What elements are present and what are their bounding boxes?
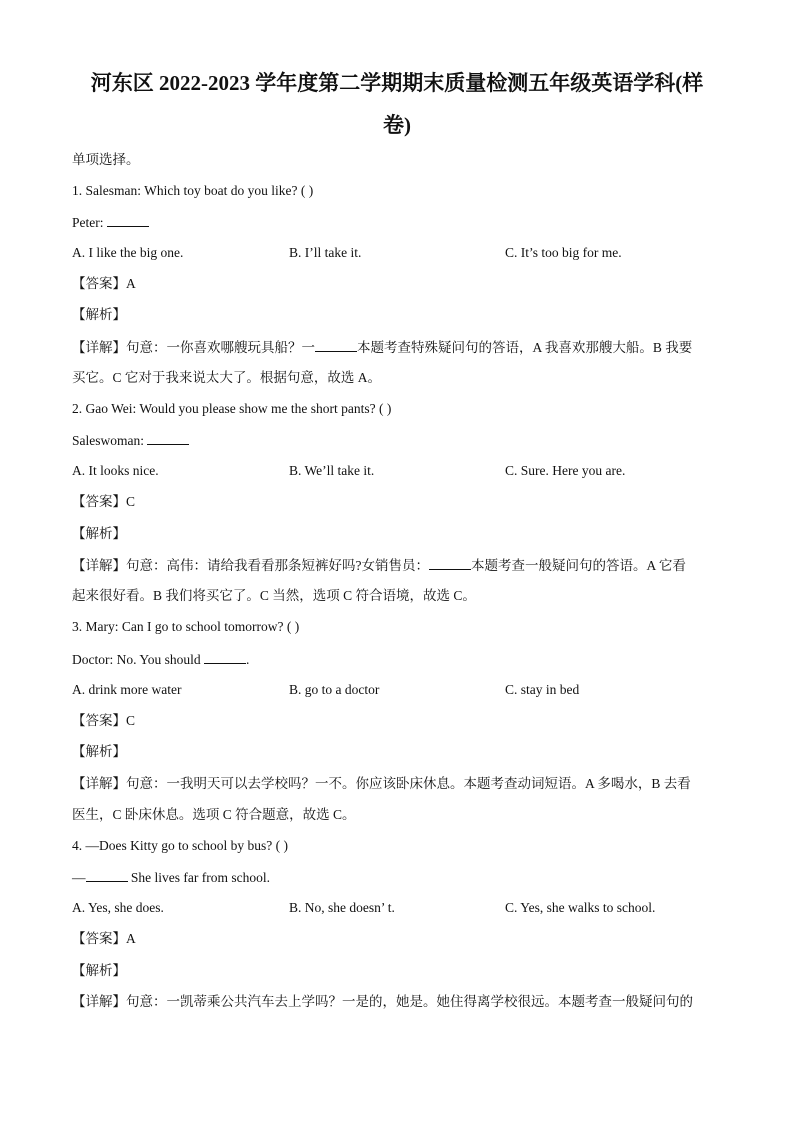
question-4-answer: 【答案】A bbox=[72, 931, 136, 946]
question-2-detail-line1 bbox=[72, 555, 724, 576]
detail-text: 【详解】句意：一你喜欢哪艘玩具船？一 bbox=[72, 340, 315, 355]
prompt-label: Peter: bbox=[72, 215, 104, 230]
question-2-prompt bbox=[72, 430, 724, 451]
question-4-option-a: A. Yes, she does. bbox=[72, 900, 164, 915]
question-1-option-c: C. It’s too big for me. bbox=[505, 245, 622, 260]
answer-blank bbox=[107, 212, 149, 227]
question-3-prompt: Doctor: No. You should . bbox=[72, 649, 724, 670]
prompt-label: Saleswoman: bbox=[72, 433, 144, 448]
question-3-detail-line1: 【详解】句意：一我明天可以去学校吗？一不。你应该卧床休息。本题考查动词短语。A 多喝水，B 去看 bbox=[72, 776, 691, 791]
question-3-option-b: B. go to a doctor bbox=[289, 682, 380, 697]
prompt-label: Doctor: No. You should bbox=[72, 652, 201, 667]
detail-text: 【详解】句意：高伟：请给我看看那条短裤好吗?女销售员： bbox=[72, 558, 429, 573]
detail-text: 本题考查一般疑问句的答语。A 它看 bbox=[471, 558, 686, 573]
question-1-analysis: 【解析】 bbox=[72, 307, 126, 322]
question-1-stem: 1. Salesman: Which toy boat do you like? ( ) bbox=[72, 183, 314, 198]
question-3-answer: 【答案】C bbox=[72, 713, 136, 728]
question-2-detail-line2: 起来很好看。B 我们将买它了。C 当然，选项 C 符合语境，故选 C。 bbox=[72, 588, 476, 603]
question-4-analysis: 【解析】 bbox=[72, 963, 126, 978]
question-3-stem: 3. Mary: Can I go to school tomorrow? ( ) bbox=[72, 619, 300, 634]
question-2-answer: 【答案】C bbox=[72, 494, 136, 509]
question-4-detail-line1: 【详解】句意：一凯蒂乘公共汽车去上学吗？一是的，她是。她住得离学校很远。本题考查一般疑问句的 bbox=[72, 994, 693, 1009]
answer-blank bbox=[86, 867, 128, 882]
prompt-label: — bbox=[72, 870, 86, 885]
question-4-stem: 4. —Does Kitty go to school by bus? ( ) bbox=[72, 838, 288, 853]
question-3-analysis: 【解析】 bbox=[72, 744, 126, 759]
question-2-option-a: A. It looks nice. bbox=[72, 463, 159, 478]
question-1-detail-line2: 买它。C 它对于我来说太大了。根据句意，故选 A。 bbox=[72, 370, 382, 385]
question-2-analysis: 【解析】 bbox=[72, 526, 126, 541]
question-4-prompt bbox=[72, 867, 724, 888]
answer-blank bbox=[204, 649, 246, 664]
question-4-option-b: B. No, she doesn’ t. bbox=[289, 900, 395, 915]
question-2-stem: 2. Gao Wei: Would you please show me the short pants? ( ) bbox=[72, 401, 392, 416]
answer-blank bbox=[429, 555, 471, 570]
question-2-option-c: C. Sure. Here you are. bbox=[505, 463, 626, 478]
answer-blank bbox=[315, 337, 357, 352]
question-1-answer: 【答案】A bbox=[72, 276, 136, 291]
question-1-option-a: A. I like the big one. bbox=[72, 245, 184, 260]
section-heading: 单项选择。 bbox=[72, 152, 140, 167]
detail-text: 本题考查特殊疑问句的答语，A 我喜欢那艘大船。B 我要 bbox=[357, 340, 693, 355]
question-3-option-a: A. drink more water bbox=[72, 682, 182, 697]
question-1-detail-line1 bbox=[72, 337, 724, 358]
answer-blank bbox=[147, 430, 189, 445]
document-title-line1: 河东区 2022-2023 学年度第二学期期末质量检测五年级英语学科(样 bbox=[90, 71, 704, 95]
question-1-option-b: B. I’ll take it. bbox=[289, 245, 362, 260]
question-4-option-c: C. Yes, she walks to school. bbox=[505, 900, 656, 915]
question-3-detail-line2: 医生，C 卧床休息。选项 C 符合题意，故选 C。 bbox=[72, 807, 356, 822]
question-3-option-c: C. stay in bed bbox=[505, 682, 580, 697]
document-title-line2: 卷) bbox=[383, 113, 411, 137]
prompt-after: She lives far from school. bbox=[127, 870, 270, 885]
question-2-option-b: B. We’ll take it. bbox=[289, 463, 375, 478]
question-1-prompt bbox=[72, 212, 724, 233]
